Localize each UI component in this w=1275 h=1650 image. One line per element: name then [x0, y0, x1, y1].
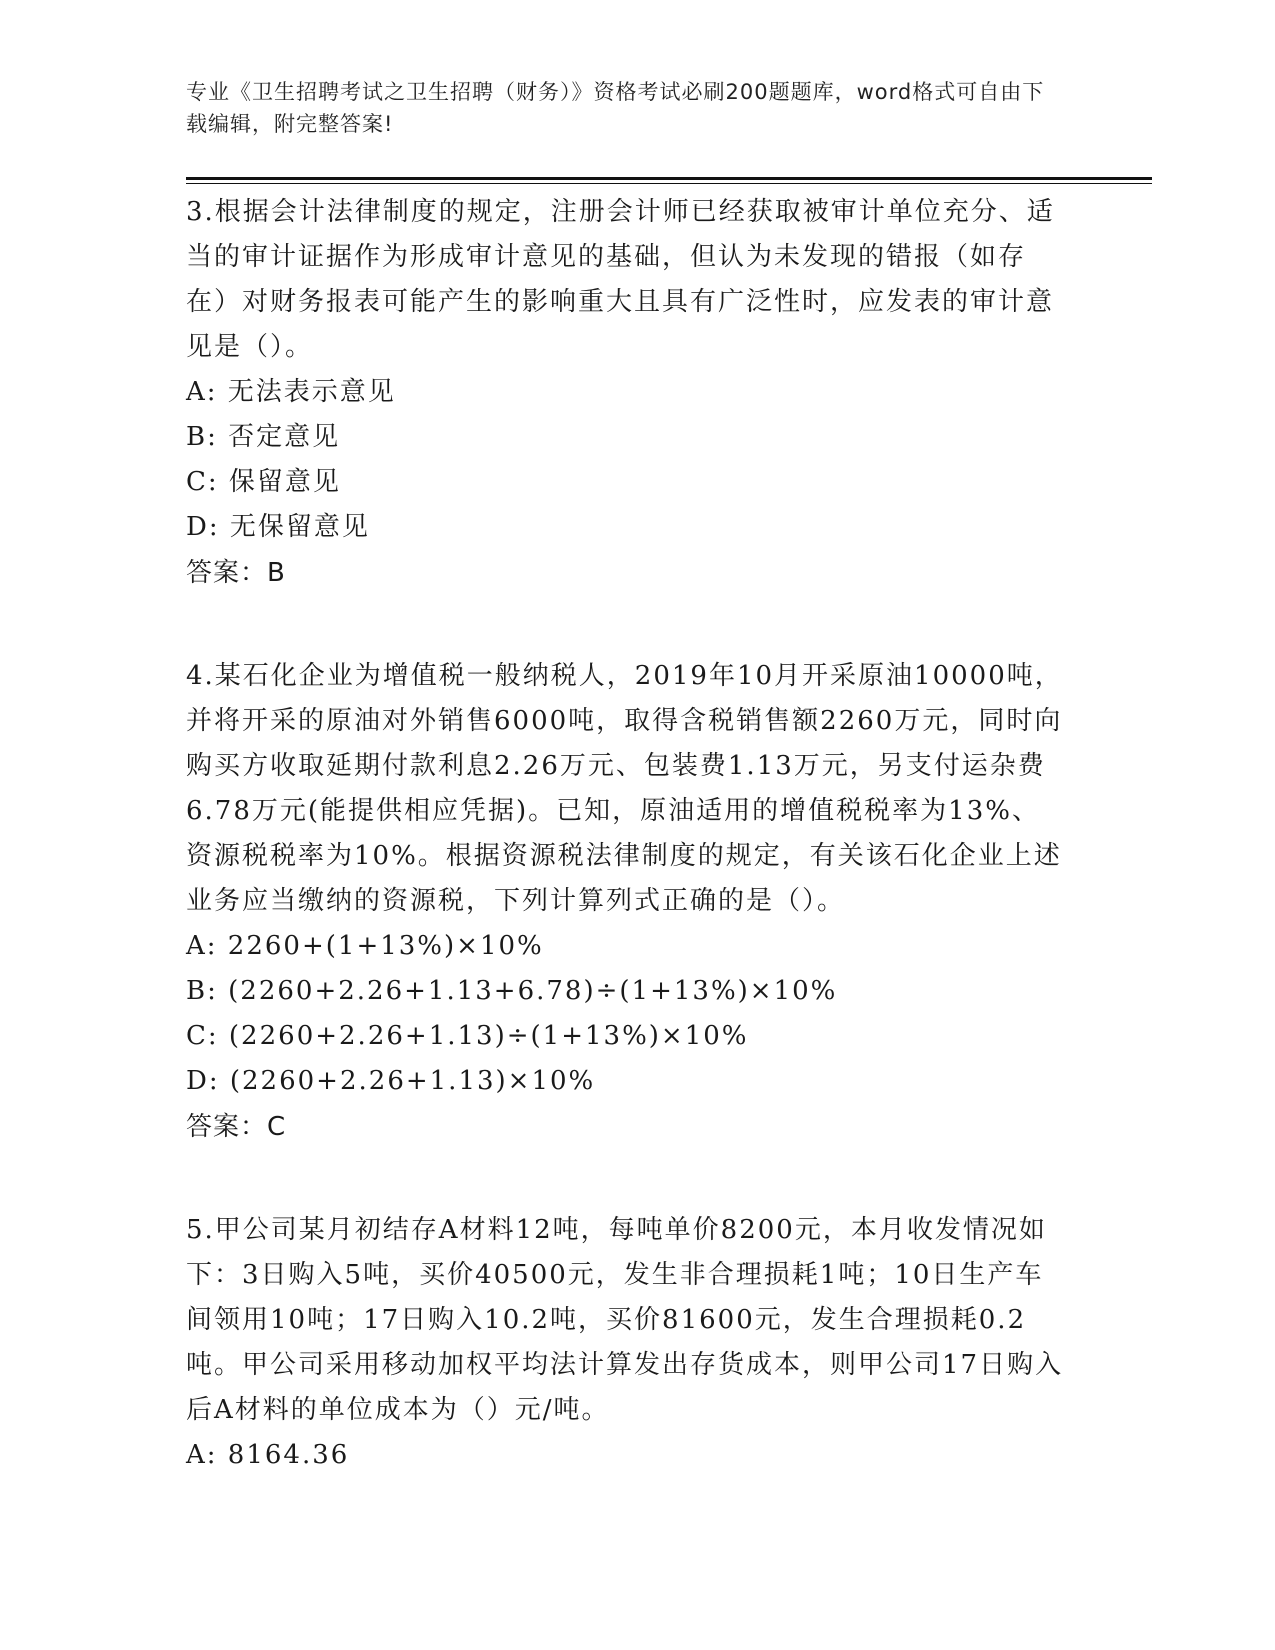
question-stem: 5.甲公司某月初结存A材料12吨，每吨单价8200元，本月收发情况如下：3日购入5吨，买价40500元，发生非合理损耗1吨；10日生产车间领用10吨；17日购入10.2吨，买价81600元，发生合理损耗0.2吨。甲公司采用移动加权平均法计算发出存货成本，则甲公司17日购入后A材料的单位成本为（）元/吨。 — [186, 1215, 1064, 1425]
option-b: B: 否定意见 — [186, 422, 341, 452]
option-a: A: 8164.36 — [186, 1440, 350, 1470]
option-d: D: 无保留意见 — [186, 512, 370, 542]
option-b: B: (2260+2.26+1.13+6.78)÷(1+13%)×10% — [186, 976, 838, 1006]
document-header: 专业《卫生招聘考试之卫生招聘（财务）》资格考试必刷200题题库，word格式可自由下载编辑，附完整答案! — [186, 80, 1045, 136]
option-a: A: 无法表示意见 — [186, 377, 396, 407]
question-list — [186, 190, 1066, 1536]
question-stem: 4.某石化企业为增值税一般纳税人，2019年10月开采原油10000吨，并将开采的原油对外销售6000吨，取得含税销售额2260万元，同时向购买方收取延期付款利息2.26万元、包装费1.13万元，另支付运杂费6.78万元(能提供相应凭据)。已知，原油适用的增值税税率为13%、资源税税率为10%。根据资源税法律制度的规定，有关该石化企业上述业务应当缴纳的资源税，下列计算列式正确的是（）。 — [186, 661, 1063, 916]
header-divider-thick — [186, 177, 1152, 180]
answer-label: 答案：B — [186, 558, 286, 588]
answer-label: 答案：C — [186, 1112, 287, 1142]
question-4 — [186, 654, 1066, 1150]
question-stem: 3.根据会计法律制度的规定，注册会计师已经获取被审计单位充分、适当的审计证据作为形成审计意见的基础，但认为未发现的错报（如存在）对财务报表可能产生的影响重大且具有广泛性时，应发表的审计意见是（）。 — [186, 197, 1055, 362]
option-d: D: (2260+2.26+1.13)×10% — [186, 1066, 596, 1096]
option-c: C: 保留意见 — [186, 467, 341, 497]
header-divider-thin — [186, 183, 1152, 184]
question-3 — [186, 190, 1066, 596]
option-c: C: (2260+2.26+1.13)÷(1+13%)×10% — [186, 1021, 749, 1051]
question-5 — [186, 1208, 1066, 1478]
option-a: A: 2260+(1+13%)×10% — [186, 931, 544, 961]
